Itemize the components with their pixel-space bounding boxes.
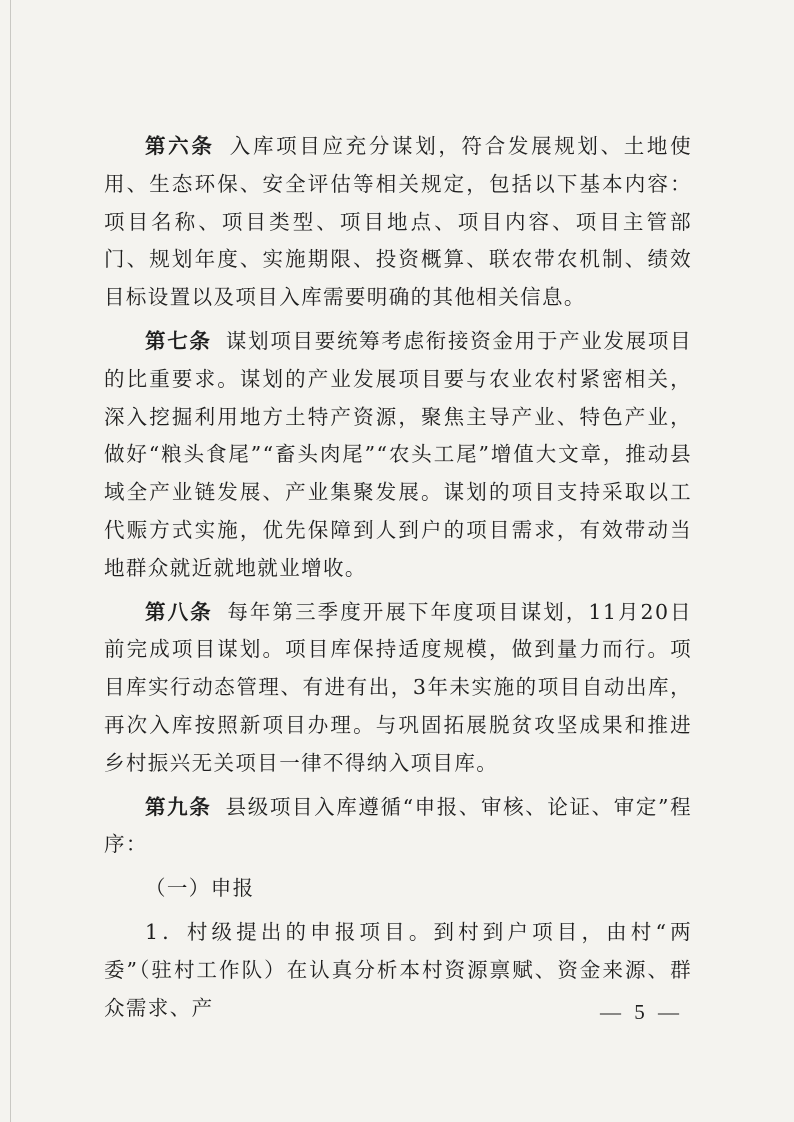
article-6-text: 入库项目应充分谋划，符合发展规划、土地使用、生态环保、安全评估等相关规定，包括以下基本内容：项目名称、项目类型、项目地点、项目内容、项目主管部门、规划年度、实施期限、投资概算、联农带农机制、绩效目标设置以及项目入库需要明确的其他相关信息。 xyxy=(104,134,693,310)
article-7 xyxy=(104,323,692,588)
article-9-text: 县级项目入库遵循“申报、审核、论证、审定”程序： xyxy=(104,794,693,857)
page-number: — 5 — xyxy=(600,1000,683,1024)
article-8-heading: 第八条 xyxy=(145,599,213,624)
item-1-text: 1．村级提出的申报项目。到村到户项目，由村“两委”（驻村工作队）在认真分析本村资源禀赋、资金来源、群众需求、产 xyxy=(104,919,692,1020)
subsection-heading: （一）申报 xyxy=(145,876,255,901)
article-7-heading: 第七条 xyxy=(145,328,212,353)
article-8-text: 每年第三季度开展下年度项目谋划，11月20日前完成项目谋划。项目库保持适度规模，做到量力而行。项目库实行动态管理、有进有出，3年未实施的项目自动出库，再次入库按照新项目办理。与巩固拓展脱贫攻坚成果和推进乡村振兴无关项目一律不得纳入项目库。 xyxy=(104,599,692,775)
article-6-heading: 第六条 xyxy=(145,134,215,158)
article-9 xyxy=(104,789,692,865)
article-6 xyxy=(104,128,692,317)
article-9-heading: 第九条 xyxy=(145,794,212,819)
scan-edge-line xyxy=(10,0,11,1122)
document-page xyxy=(104,128,692,1033)
article-8 xyxy=(104,594,692,783)
article-7-text: 谋划项目要统筹考虑衔接资金用于产业发展项目的比重要求。谋划的产业发展项目要与农业农村紧密相关，深入挖掘利用地方土特产资源，聚焦主导产业、特色产业，做好“粮头食尾”“畜头肉尾”“农头工尾”增值大文章，推动县域全产业链发展、产业集聚发展。谋划的项目支持采取以工代赈方式实施，优先保障到人到户的项目需求，有效带动当地群众就近就地就业增收。 xyxy=(104,328,692,580)
